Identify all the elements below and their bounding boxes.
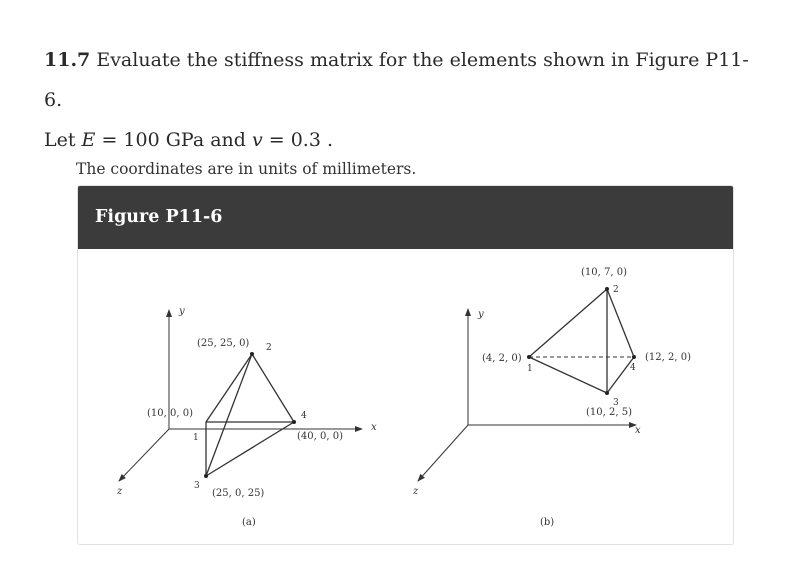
figure-a bbox=[116, 306, 377, 528]
symbol-v: v bbox=[251, 129, 263, 151]
problem-text: Evaluate the stiffness matrix for the elements shown in Figure P11-6. bbox=[44, 49, 749, 111]
b-z-axis bbox=[418, 425, 468, 481]
a-tetrahedron bbox=[206, 354, 294, 476]
modulus-text: = 100 GPa and bbox=[95, 129, 252, 151]
figure-card bbox=[77, 185, 734, 545]
figure-b bbox=[412, 267, 691, 528]
a-node-4-number: 4 bbox=[301, 411, 307, 421]
a-y-label: y bbox=[179, 306, 185, 317]
a-node-2-number: 2 bbox=[266, 343, 272, 353]
problem-statement bbox=[44, 40, 764, 160]
a-node-1-coord: (10, 0, 0) bbox=[147, 408, 193, 419]
a-node-3-dot bbox=[204, 474, 208, 478]
problem-number: 11.7 bbox=[44, 49, 91, 71]
a-x-label: x bbox=[371, 422, 377, 433]
b-node-2-number: 2 bbox=[613, 285, 619, 295]
b-tetrahedron bbox=[529, 289, 634, 393]
units-note: The coordinates are in units of millimeters. bbox=[76, 160, 417, 178]
poisson-text: = 0.3 . bbox=[262, 129, 333, 151]
b-node-4-number: 4 bbox=[630, 363, 636, 373]
b-node-3-dot bbox=[605, 391, 609, 395]
b-node-1-coord: (4, 2, 0) bbox=[482, 353, 522, 364]
a-node-2-dot bbox=[250, 352, 254, 356]
let-text: Let bbox=[44, 129, 82, 151]
b-x-label: x bbox=[635, 425, 641, 436]
a-caption: (a) bbox=[242, 517, 256, 528]
b-node-4-coord: (12, 2, 0) bbox=[645, 352, 691, 363]
b-node-3-coord: (10, 2, 5) bbox=[586, 407, 632, 418]
problem-line-1 bbox=[44, 40, 764, 120]
b-node-1-number: 1 bbox=[527, 364, 533, 374]
figure-drawing bbox=[78, 249, 733, 544]
a-node-3-coord: (25, 0, 25) bbox=[212, 488, 265, 499]
a-z-axis bbox=[119, 429, 169, 481]
b-caption: (b) bbox=[540, 517, 555, 528]
a-node-4-dot bbox=[292, 420, 296, 424]
symbol-e: E bbox=[81, 129, 96, 151]
b-node-4-dot bbox=[632, 355, 636, 359]
a-node-4-coord: (40, 0, 0) bbox=[297, 431, 343, 442]
figure-title: Figure P11-6 bbox=[78, 186, 733, 249]
problem-line-2 bbox=[44, 120, 764, 160]
a-node-3-number: 3 bbox=[194, 481, 200, 491]
b-node-3-number: 3 bbox=[613, 398, 619, 408]
b-node-1-dot bbox=[527, 355, 531, 359]
a-node-2-coord: (25, 25, 0) bbox=[197, 338, 250, 349]
b-z-label: z bbox=[413, 486, 419, 497]
b-node-2-coord: (10, 7, 0) bbox=[581, 267, 627, 278]
a-z-label: z bbox=[117, 486, 123, 497]
b-y-label: y bbox=[478, 309, 484, 320]
b-node-2-dot bbox=[605, 287, 609, 291]
a-node-1-number: 1 bbox=[193, 433, 199, 443]
